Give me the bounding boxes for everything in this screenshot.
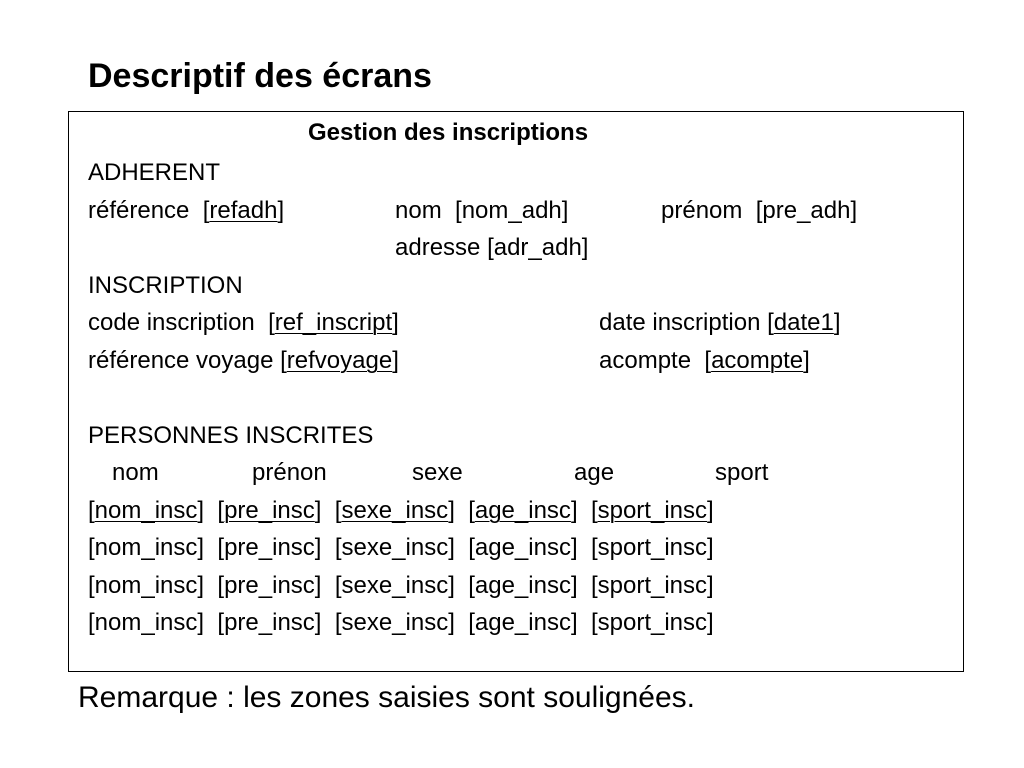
column-header-age: age [574, 459, 615, 486]
sport-insc-value: [sport_insc] [590, 534, 714, 561]
acompte-field[interactable]: acompte [711, 347, 804, 374]
age-insc-value: [age_insc] [468, 572, 578, 599]
pre-adh-field: [pre_adh] [755, 197, 858, 224]
code-inscription-label: code inscription [88, 309, 255, 336]
prenom-adherent-row [661, 196, 857, 226]
personne-display-row [88, 533, 714, 563]
reference-voyage-row: référence voyage [refvoyage] [88, 347, 399, 374]
pre-insc-value: [pre_insc] [217, 534, 322, 561]
nom-insc-value: [nom_insc] [88, 534, 205, 561]
refadh-field[interactable]: refadh [209, 197, 278, 224]
acompte-row: acompte [acompte] [599, 347, 810, 374]
code-inscription-row: code inscription [ref_inscript] [88, 309, 399, 336]
column-header-sexe: sexe [412, 459, 463, 486]
reference-label: référence [88, 197, 190, 224]
personne-display-row [88, 571, 714, 601]
sport-insc-value: [sport_insc] [590, 609, 714, 636]
sport-insc-value: [sport_insc] [590, 572, 714, 599]
nom-insc-value: [nom_insc] [88, 572, 205, 599]
reference-voyage-label: référence voyage [88, 347, 274, 374]
pre-insc-value: [pre_insc] [217, 572, 322, 599]
reference-adherent-row: référence [refadh] [88, 197, 285, 224]
adr-adh-field: [adr_adh] [487, 234, 589, 261]
section-inscription: INSCRIPTION [88, 272, 243, 299]
adresse-label: adresse [395, 234, 481, 261]
pre-insc-field[interactable]: pre_insc [224, 497, 315, 524]
age-insc-value: [age_insc] [468, 534, 578, 561]
remark-text: Remarque : les zones saisies sont soulignées. [78, 681, 695, 714]
nom-label: nom [395, 197, 442, 224]
sexe-insc-field[interactable]: sexe_insc [341, 497, 449, 524]
section-personnes-inscrites: PERSONNES INSCRITES [88, 422, 374, 449]
sexe-insc-value: [sexe_insc] [334, 572, 455, 599]
pre-insc-value: [pre_insc] [217, 609, 322, 636]
date-inscription-row: date inscription [date1] [599, 309, 841, 336]
adresse-adherent-row [395, 233, 588, 263]
column-header-nom: nom [112, 459, 159, 486]
age-insc-field[interactable]: age_insc [474, 497, 571, 524]
refvoyage-field[interactable]: refvoyage [286, 347, 393, 374]
date1-field[interactable]: date1 [773, 309, 834, 336]
ref-inscript-field[interactable]: ref_inscript [274, 309, 393, 336]
sexe-insc-value: [sexe_insc] [334, 534, 455, 561]
screen-description-box [68, 111, 964, 672]
personne-display-row [88, 608, 714, 638]
acompte-label: acompte [599, 347, 692, 374]
nom-insc-value: [nom_insc] [88, 609, 205, 636]
page-title: Descriptif des écrans [88, 57, 432, 95]
sport-insc-field[interactable]: sport_insc [597, 497, 707, 524]
column-header-prenom: prénon [252, 459, 327, 486]
nom-insc-field[interactable]: nom_insc [94, 497, 198, 524]
nom-adherent-row [395, 196, 568, 226]
section-adherent: ADHERENT [88, 159, 221, 186]
date-inscription-label: date inscription [599, 309, 761, 336]
column-header-sport: sport [715, 459, 769, 486]
personne-entry-row: [nom_insc] [pre_insc] [sexe_insc] [age_insc] [sport_insc] [88, 497, 714, 524]
prenom-label: prénom [661, 197, 743, 224]
nom-adh-field: [nom_adh] [455, 197, 569, 224]
age-insc-value: [age_insc] [468, 609, 578, 636]
screen-title: Gestion des inscriptions [308, 119, 589, 146]
sexe-insc-value: [sexe_insc] [334, 609, 455, 636]
